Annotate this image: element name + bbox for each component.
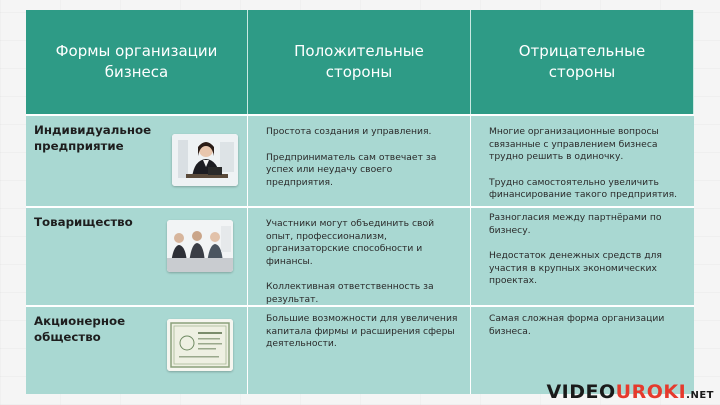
business-forms-table bbox=[26, 10, 694, 394]
videouroki-logo: VIDEOUROKI.NET bbox=[546, 381, 714, 403]
negative-point: Многие организационные вопросы связанные с управлением бизнеса трудно решить в одиночку. bbox=[489, 126, 659, 163]
row-label-text: Индивидуальное предприятие bbox=[34, 123, 152, 153]
positive-point: Участники могут объединить свой опыт, профессионализм, организаторские способности и финансы. bbox=[266, 218, 435, 267]
negative-point: Трудно самостоятельно увеличить финансирование такого предприятия. bbox=[489, 176, 678, 201]
row1-positive bbox=[248, 114, 471, 206]
negative-point: Недостаток денежных средств для участия в крупных экономических проектах. bbox=[489, 250, 662, 287]
positive-point: Простота создания и управления. bbox=[266, 126, 432, 137]
header-positive: Положительные стороны bbox=[248, 10, 471, 114]
row2-positive bbox=[248, 206, 471, 305]
row1-negative bbox=[471, 114, 694, 206]
positive-point: Предприниматель сам отвечает за успех или неудачу своего предприятия. bbox=[266, 151, 437, 188]
row3-positive bbox=[248, 305, 471, 394]
row-label-sole-proprietorship bbox=[26, 114, 248, 206]
row-label-text: Акционерное общество bbox=[34, 314, 126, 344]
row-label-text: Товарищество bbox=[34, 215, 133, 229]
row-label-joint-stock bbox=[26, 305, 248, 394]
header-negative: Отрицательные стороны bbox=[471, 10, 694, 114]
share-certificate-image bbox=[167, 319, 233, 371]
positive-point: Большие возможности для увеличения капитала фирмы и расширения сферы деятельности. bbox=[266, 313, 458, 350]
row-label-partnership bbox=[26, 206, 248, 305]
meeting-image bbox=[167, 220, 233, 272]
positive-point: Коллективная ответственность за результат. bbox=[266, 281, 434, 305]
header-forms: Формы организации бизнеса bbox=[26, 10, 248, 114]
row2-negative bbox=[471, 206, 694, 305]
negative-point: Самая сложная форма организации бизнеса. bbox=[489, 313, 665, 337]
businesswoman-image bbox=[172, 134, 238, 186]
negative-point: Разногласия между партнёрами по бизнесу. bbox=[489, 212, 662, 236]
